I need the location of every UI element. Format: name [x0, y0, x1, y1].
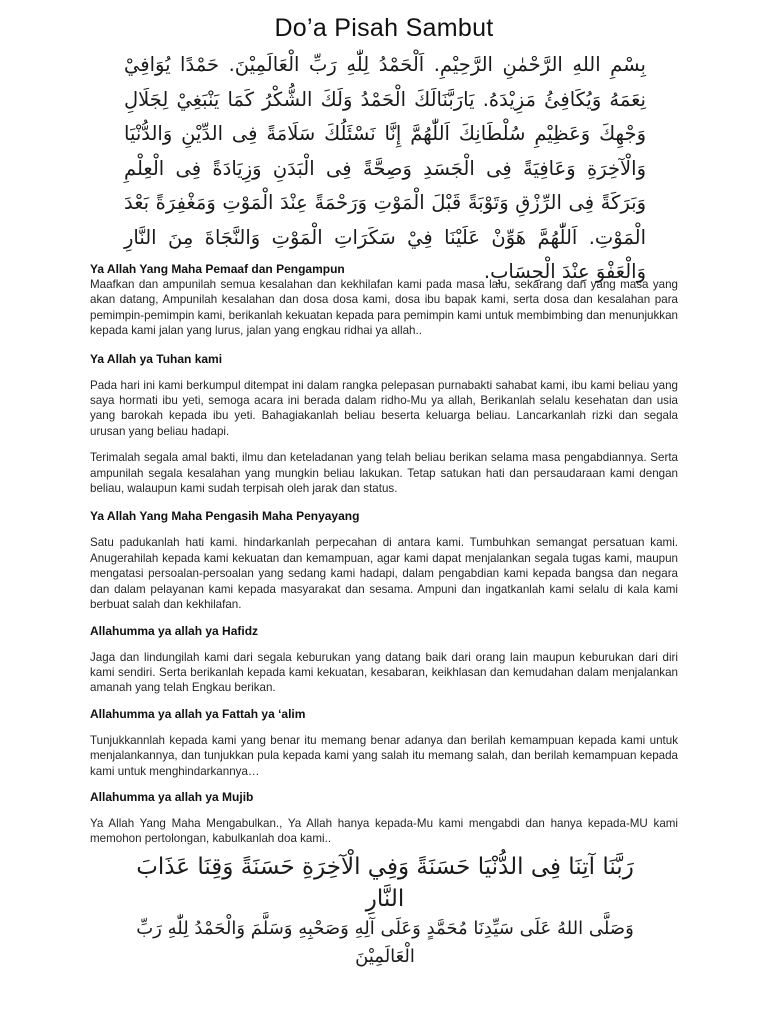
section-heading: Allahumma ya allah ya Fattah ya ‘alim [90, 706, 306, 721]
section-paragraph: Ya Allah Yang Maha Mengabulkan., Ya Allah hanya kepada-Mu kami mengabdi dan hanya kepada-MU kami memohon pertolongan, kabulkanlah doa kami.. [90, 816, 678, 846]
section-heading: Allahumma ya allah ya Hafidz [90, 623, 259, 638]
closing-arabic-line-2: وَصَلَّى اللهُ عَلَى سَيِّدِنَا مُحَمَّدٍ وَعَلَى آلِهِ وَصَحْبِهِ وَسَلَّمَ وَالْحَمْدُ لِلّٰهِ رَبِّ الْعَالَمِيْنَ [136, 918, 634, 967]
section-heading: Ya Allah Yang Maha Pengasih Maha Penyayang [90, 509, 360, 524]
section-paragraph: Tunjukkannlah kepada kami yang benar itu memang benar adanya dan berilah kemampuan kepada kami untuk menjalankannya, dan tunjukkan pula kepada kami yang salah itu memang salah, dan berilah kemampuan kepada kami untuk menghindarkannya… [90, 733, 678, 778]
section-paragraph: Terimalah segala amal bakti, ilmu dan keteladanan yang telah beliau berikan selama masa pengabdiannya. Serta ampunilah segala kesalahan yang mungkin beliau lakukan. Tetap satukan hati dan persaudaraan kami dengan beliau, walaupun kami sudah terpisah oleh jarak dan status. [90, 451, 678, 496]
section-paragraph: Pada hari ini kami berkumpul ditempat ini dalam rangka pelepasan purnabakti sahabat kami, ibu kami beliau yang saya hormati ibu yeti, semoga acara ini berada dalam ridho-Mu ya allah, Berikanlah selalu kesehatan dan usia yang barokah kepada ibu yeti. Bahagiakanlah beliau beserta keluarga beliau. Lancarkanlah rizki dan segala urusan yang beliau hadapi. [90, 378, 678, 438]
section-heading: Ya Allah ya Tuhan kami [90, 351, 223, 366]
section-heading: Ya Allah Yang Maha Pemaaf dan Pengampun [90, 262, 345, 276]
section-paragraph: Maafkan dan ampunilah semua kesalahan dan kekhilafan kami pada masa lalu, sekarang dan yang masa yang akan datang, Ampunilah kesalahan dan dosa dosa kami, dosa ibu bapak kami, serta dosa dan kesalahan para pemimpin-pemimpin kami, berikanlah kekuatan kepada para pemimpin kami untuk membimbing dan menunjukkan kepada kami jalan yang lurus, jalan yang engkau ridhai ya allah.. [90, 278, 678, 338]
prayer-body [90, 262, 678, 847]
section-paragraph: Satu padukanlah hati kami. hindarkanlah perpecahan di antara kami. Tumbuhkan semangat persatuan kami. Anugerahilah kepada kami kekuatan dan kemampuan, agar kami dapat menjalankan segala tugas kami, maupun mengatasi persoalan-persoalan yang sedang kami hadapi, dalam pengabdian kami kepada bangsa dan negara dan dalam pelayanan kami kepada masyarakat dan sesama. Ampuni dan ingatkanlah kami selalu di kala kami berbuat salah dan kekhilafan. [90, 536, 678, 612]
section-heading: Allahumma ya allah ya Mujib [90, 789, 254, 804]
closing-arabic-line-1: رَبَّنَا آتِنَا فِى الدُّنْيَا حَسَنَةً وَفِي الْآخِرَةِ حَسَنَةً وَقِنَا عَذَابَ النَّارِ [136, 854, 634, 912]
section-paragraph: Jaga dan lindungilah kami dari segala keburukan yang datang baik dari orang lain maupun keburukan dari diri kami sendiri. Serta berikanlah kepada kami kekuatan, kesabaran, keikhlasan dan kemudahan dalam menjalankan amanah yang telah Engkau berikan. [90, 650, 678, 695]
opening-arabic-prayer: بِسْمِ اللهِ الرَّحْمٰنِ الرَّحِيْمِ. اَلْحَمْدُ لِلّٰهِ رَبِّ الْعَالَمِيْنَ. حَمْدًا يُوَافِيْ نِعَمَهُ وَيُكَافِئُ مَزِيْدَهُ. يَارَبَّنَالَكَ الْحَمْدُ وَلَكَ الشُّكْرُ كَمَا يَنْبَغِيْ لِجَلَالِ وَجْهِكَ وَعَظِيْمِ سُلْطَانِكَ اَللّٰهُمَّ إِنَّا نَسْئَلُكَ سَلَامَةً فِى الدِّيْنِ وَالدُّنْيَا وَالْآخِرَةِ وَعَافِيَةً فِى الْجَسَدِ وَصِحَّةً فِى الْبَدَنِ وَزِيَادَةً فِى الْعِلْمِ وَبَرَكَةً فِى الرِّزْقِ وَتَوْبَةً قَبْلَ الْمَوْتِ وَرَحْمَةً عِنْدَ الْمَوْتِ وَمَغْفِرَةً بَعْدَ الْمَوْتِ. اَللّٰهُمَّ هَوِّنْ عَلَيْنَا فِيْ سَكَرَاتِ الْمَوْتِ وَالنَّجَاةَ مِنَ النَّارِ وَالْعَفْوَ عِنْدَ الْحِسَابِ. [124, 53, 646, 283]
closing-arabic-prayer [124, 851, 646, 971]
page-title: Do’a Pisah Sambut [274, 14, 494, 42]
